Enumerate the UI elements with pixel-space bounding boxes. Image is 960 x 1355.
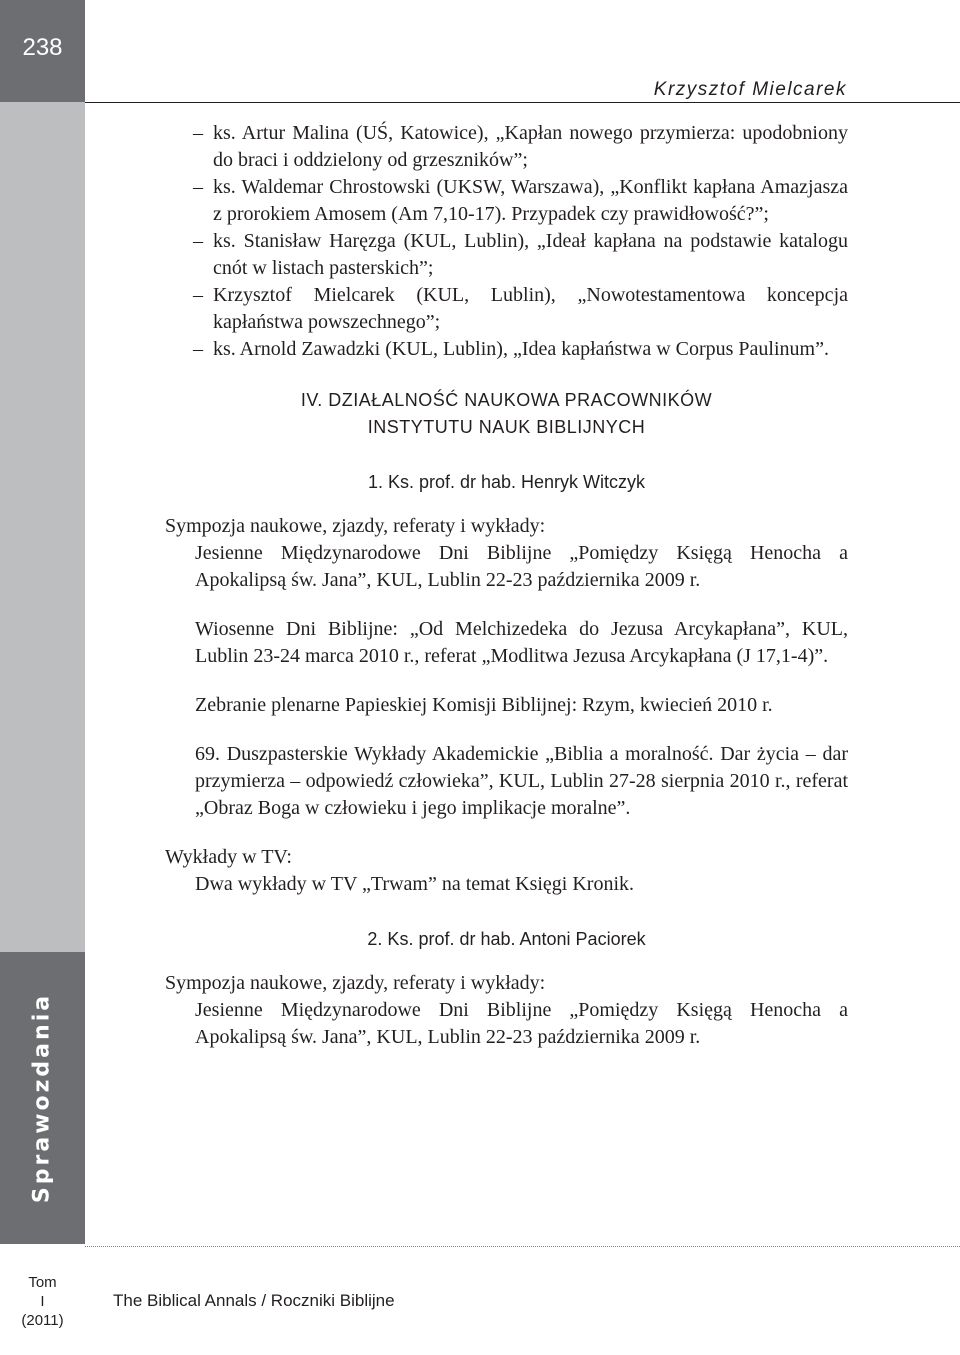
volume-info [0, 1273, 85, 1330]
header-rule [85, 102, 960, 103]
section-heading-line2: INSTYTUTU NAUK BIBLIJNYCH [367, 417, 646, 437]
footer-divider [85, 1246, 960, 1247]
volume-tom: Tom [28, 1274, 57, 1291]
subheading-symposia: Sympozja naukowe, zjazdy, referaty i wykłady: [165, 972, 546, 994]
list-item: – ks. Stanisław Haręzga (KUL, Lublin), „Ideał kapłana na podstawie katalogu cnót w listach pasterskich”; [165, 228, 848, 282]
paragraph: Jesienne Międzynarodowe Dni Biblijne „Pomiędzy Księgą Henocha a Apokalipsą św. Jana”, KUL, Lublin 22-23 października 2009 r. [195, 999, 848, 1048]
list-item: – ks. Artur Malina (UŚ, Katowice), „Kapłan nowego przymierza: upodobniony do braci i oddzielony od grzeszników”; [165, 120, 848, 174]
person-heading-1: 1. Ks. prof. dr hab. Henryk Witczyk [367, 472, 646, 492]
list-item: – ks. Waldemar Chrostowski (UKSW, Warszawa), „Konflikt kapłana Amazjasza z prorokiem Amosem (Am 7,10-17). Przypadek czy prawidłowość?”; [165, 174, 848, 228]
person-heading-2: 2. Ks. prof. dr hab. Antoni Paciorek [367, 929, 646, 949]
paragraph: 69. Duszpasterskie Wykłady Akademickie „Biblia a moralność. Dar życia – dar przymierza – odpowiedź człowieka”, KUL, Lublin 27-28 sierpnia 2010 r., referat „Obraz Boga w człowieku i jego implikacje moralne”. [195, 743, 848, 819]
speaker-list [165, 120, 848, 363]
paragraph: Jesienne Międzynarodowe Dni Biblijne „Pomiędzy Księgą Henocha a Apokalipsą św. Jana”, KUL, Lublin 22-23 października 2009 r. [195, 542, 848, 591]
subheading-symposia: Sympozja naukowe, zjazdy, referaty i wykłady: [165, 515, 546, 537]
paragraph: Dwa wykłady w TV „Trwam” na temat Księgi Kronik. [195, 873, 635, 895]
subheading-tv: Wykłady w TV: [165, 846, 292, 868]
section-heading-line1: IV. DZIAŁALNOŚĆ NAUKOWA PRACOWNIKÓW [300, 390, 713, 410]
paragraph: Zebranie plenarne Papieskiej Komisji Biblijnej: Rzym, kwiecień 2010 r. [195, 694, 773, 716]
paragraph: Wiosenne Dni Biblijne: „Od Melchizedeka do Jezusa Arcykapłana”, KUL, Lublin 23-24 marca 2010 r., referat „Modlitwa Jezusa Arcykapłana (J 17,1-4)”. [195, 618, 848, 667]
journal-title: The Biblical Annals / Roczniki Biblijne [113, 1291, 395, 1310]
sidebar-band [0, 102, 85, 952]
page-number: 238 [22, 34, 63, 61]
running-head: Krzysztof Mielcarek [653, 79, 847, 100]
list-item: – Krzysztof Mielcarek (KUL, Lublin), „Nowotestamentowa koncepcja kapłaństwa powszechnego”; [165, 282, 848, 336]
volume-year: (2011) [21, 1312, 64, 1329]
page-number-box [0, 0, 85, 102]
page-content [165, 120, 848, 1051]
volume-number: I [40, 1293, 45, 1310]
section-heading [165, 387, 848, 441]
page-sidebar [0, 0, 85, 1355]
section-tab-label: Sprawozdania [29, 992, 55, 1204]
list-item: – ks. Arnold Zawadzki (KUL, Lublin), „Idea kapłaństwa w Corpus Paulinum”. [165, 336, 848, 363]
